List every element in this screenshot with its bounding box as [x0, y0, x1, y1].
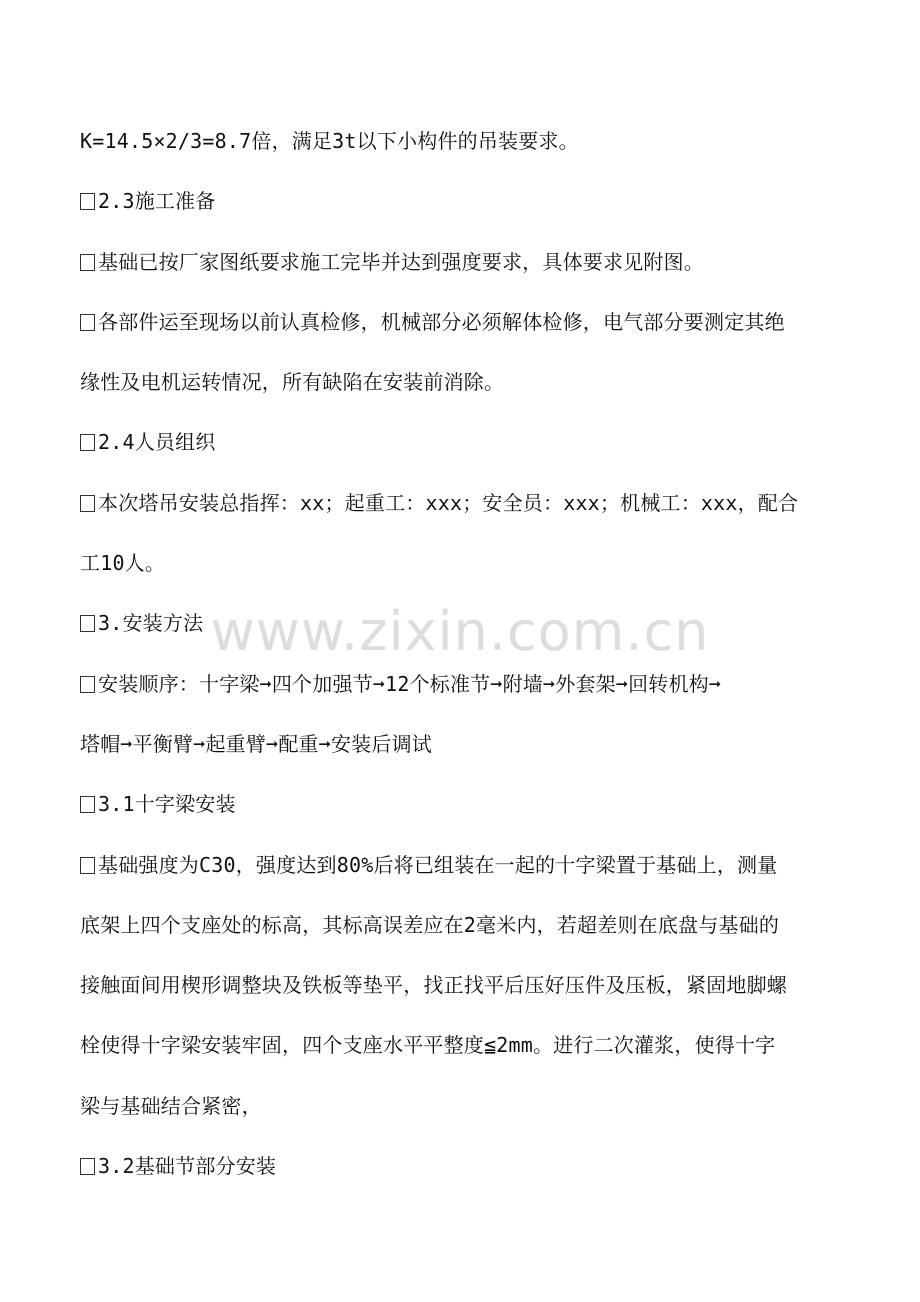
- text-line: [80, 299, 840, 359]
- line-text: 3.1十字梁安装: [98, 792, 236, 817]
- text-line: [80, 239, 840, 299]
- checkbox-glyph-icon: [80, 676, 95, 693]
- line-text: 基础强度为C30，强度达到80%后将已组装在一起的十字梁置于基础上，测量: [98, 852, 778, 877]
- text-line: [80, 540, 840, 600]
- checkbox-glyph-icon: [80, 615, 95, 632]
- text-line: [80, 480, 840, 540]
- text-line: [80, 721, 840, 781]
- line-text: 各部件运至现场以前认真检修，机械部分必须解体检修，电气部分要测定其绝: [98, 309, 785, 334]
- text-line: [80, 661, 840, 721]
- line-text: 3.2基础节部分安装: [98, 1154, 277, 1179]
- line-text: 梁与基础结合紧密，: [80, 1093, 262, 1118]
- line-text: 2.3施工准备: [98, 189, 216, 214]
- text-line: [80, 1022, 840, 1082]
- checkbox-glyph-icon: [80, 857, 95, 874]
- line-text: 本次塔吊安装总指挥：xx；起重工：xxx；安全员：xxx；机械工：xxx，配合: [98, 490, 799, 515]
- document-body: [80, 118, 840, 1203]
- checkbox-glyph-icon: [80, 1158, 95, 1175]
- checkbox-glyph-icon: [80, 254, 95, 271]
- checkbox-glyph-icon: [80, 434, 95, 451]
- checkbox-glyph-icon: [80, 193, 95, 210]
- line-text: 塔帽➞平衡臂➞起重臂➞配重➞安装后调试: [80, 731, 432, 756]
- text-line: [80, 1143, 840, 1203]
- text-line: [80, 600, 840, 660]
- text-line: [80, 962, 840, 1022]
- line-text: 3.安装方法: [98, 611, 204, 636]
- line-text: 底架上四个支座处的标高，其标高误差应在2毫米内，若超差则在底盘与基础的: [80, 912, 780, 937]
- line-text: 基础已按厂家图纸要求施工完毕并达到强度要求，具体要求见附图。: [98, 249, 704, 274]
- line-text: 2.4人员组织: [98, 430, 216, 455]
- text-line: [80, 842, 840, 902]
- watermark: www.zixin.com.cn: [210, 600, 710, 663]
- text-line: [80, 902, 840, 962]
- text-line: [80, 359, 840, 419]
- line-text: 接触面间用楔形调整块及铁板等垫平，找正找平后压好压件及压板，紧固地脚螺: [80, 973, 787, 998]
- checkbox-glyph-icon: [80, 314, 95, 331]
- text-line: [80, 781, 840, 841]
- checkbox-glyph-icon: [80, 495, 95, 512]
- line-text: 栓使得十字梁安装牢固，四个支座水平平整度≦2mm。进行二次灌浆，使得十字: [80, 1033, 776, 1058]
- line-text: K=14.5×2/3=8.7倍，满足3t以下小构件的吊装要求。: [80, 129, 579, 153]
- line-text: 缘性及电机运转情况，所有缺陷在安装前消除。: [80, 370, 505, 395]
- text-line: [80, 419, 840, 479]
- line-text: 工10人。: [80, 551, 166, 576]
- line-text: 安装顺序：十字梁➞四个加强节➞12个标准节➞附墙➞外套架➞回转机构➞: [98, 671, 722, 696]
- text-line: [80, 1083, 840, 1143]
- text-line: [80, 178, 840, 238]
- checkbox-glyph-icon: [80, 796, 95, 813]
- text-line: [80, 118, 840, 178]
